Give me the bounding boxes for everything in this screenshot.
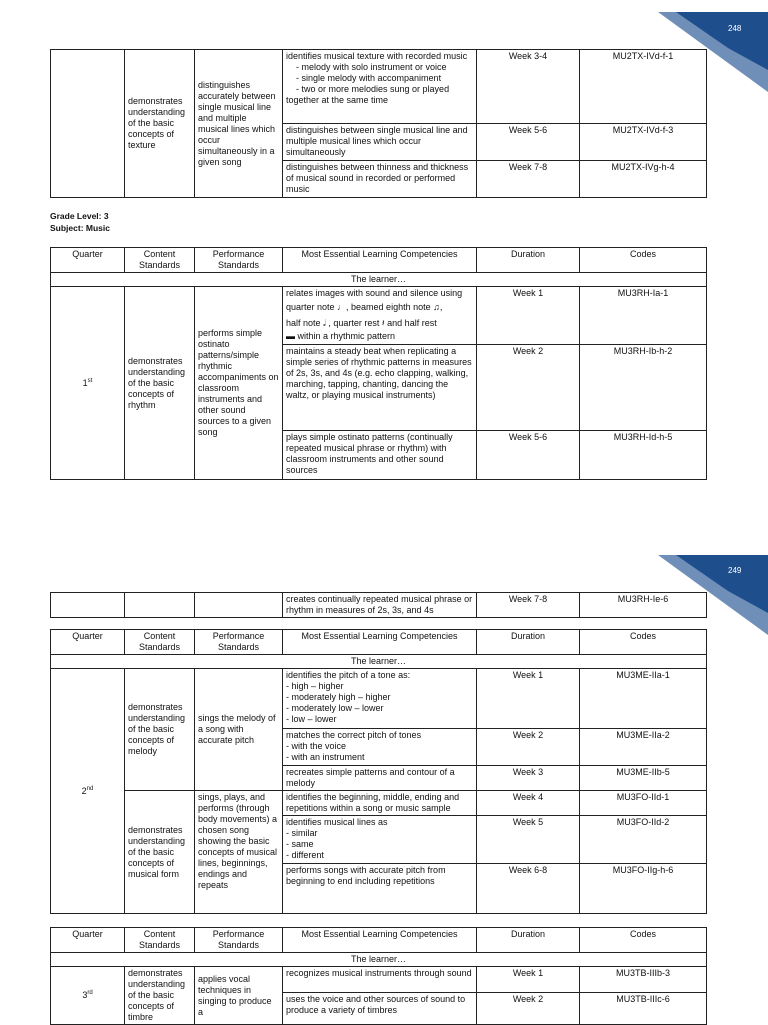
competency: maintains a steady beat when replicating a simple series of rhythmic patterns in measures of 2s, 3s, and 4s (e.g. echo clapping, walking, marching, tapping, chanting, dancing the waltz, or playing musical instruments) <box>283 345 477 431</box>
q2-table <box>50 629 707 914</box>
header-codes: Codes <box>580 630 707 655</box>
code: MU2TX-IVd-f-1 <box>580 50 707 124</box>
duration: Week 3-4 <box>477 50 580 124</box>
header-quarter: Quarter <box>51 248 125 273</box>
duration: Week 5 <box>477 816 580 864</box>
header-content: Content Standards <box>125 928 195 953</box>
q1-table <box>50 247 707 480</box>
learner-row: The learner… <box>51 273 707 287</box>
content-standard <box>125 593 195 618</box>
duration: Week 7-8 <box>477 593 580 618</box>
code: MU3ME-IIa-2 <box>580 729 707 766</box>
duration: Week 3 <box>477 766 580 791</box>
performance-standard: sings the melody of a song with accurate pitch <box>195 669 283 791</box>
header-performance: Performance Standards <box>195 630 283 655</box>
duration: Week 5-6 <box>477 431 580 480</box>
code: MU3TB-IIIc-6 <box>580 993 707 1025</box>
code: MU3RH-Ie-6 <box>580 593 707 618</box>
q3-table <box>50 927 707 1025</box>
performance-standard: distinguishes accurately between single musical line and multiple musical lines which occur simultaneously in a given song <box>195 50 283 198</box>
competency: identifies the pitch of a tone as: - high – higher - moderately high – higher - moderately low – lower - low – lower <box>283 669 477 729</box>
competency: recognizes musical instruments through sound <box>283 967 477 993</box>
competency: performs songs with accurate pitch from beginning to end including repetitions <box>283 864 477 914</box>
competency: matches the correct pitch of tones - with the voice - with an instrument <box>283 729 477 766</box>
code: MU3ME-IIb-5 <box>580 766 707 791</box>
quarter-cell <box>51 593 125 618</box>
header-competencies: Most Essential Learning Competencies <box>283 248 477 273</box>
competency: identifies the beginning, middle, ending and repetitions within a song or music sample <box>283 791 477 816</box>
performance-standard <box>195 593 283 618</box>
header-competencies: Most Essential Learning Competencies <box>283 928 477 953</box>
duration: Week 2 <box>477 729 580 766</box>
competency: distinguishes between thinness and thickness of musical sound in recorded or performed music <box>283 161 477 198</box>
competency: relates images with sound and silence using quarter note ♩, beamed eighth note ♫, half note 𝅗𝅥 , quarter rest 𝄽 and half rest ▬ within a rhythmic pattern <box>283 287 477 345</box>
code: MU3FO-IIg-h-6 <box>580 864 707 914</box>
content-standard: demonstrates understanding of the basic concepts of rhythm <box>125 287 195 480</box>
page-248 <box>0 0 768 512</box>
learner-row: The learner… <box>51 655 707 669</box>
grade-level: Grade Level: 3 <box>50 211 109 221</box>
code: MU3FO-IId-2 <box>580 816 707 864</box>
duration: Week 6-8 <box>477 864 580 914</box>
header-duration: Duration <box>477 630 580 655</box>
content-standard: demonstrates understanding of the basic concepts of timbre <box>125 967 195 1025</box>
header-codes: Codes <box>580 248 707 273</box>
code: MU3TB-IIIb-3 <box>580 967 707 993</box>
code: MU3RH-Ib-h-2 <box>580 345 707 431</box>
competency: distinguishes between single musical line and multiple musical lines which occur simultaneously <box>283 124 477 161</box>
page-number: 249 <box>728 566 742 575</box>
duration: Week 4 <box>477 791 580 816</box>
code: MU3FO-IId-1 <box>580 791 707 816</box>
header-performance: Performance Standards <box>195 248 283 273</box>
competency: uses the voice and other sources of sound to produce a variety of timbres <box>283 993 477 1025</box>
header-content: Content Standards <box>125 630 195 655</box>
code: MU3RH-Ia-1 <box>580 287 707 345</box>
header-codes: Codes <box>580 928 707 953</box>
competency: identifies musical texture with recorded music - melody with solo instrument or voice - single melody with accompaniment - two or more melodies sung or played together at the same time <box>283 50 477 124</box>
texture-table <box>50 49 707 198</box>
quarter-cell: 1st <box>51 287 125 480</box>
header-performance: Performance Standards <box>195 928 283 953</box>
subject: Subject: Music <box>50 223 110 233</box>
learner-row: The learner… <box>51 953 707 967</box>
header-competencies: Most Essential Learning Competencies <box>283 630 477 655</box>
duration: Week 1 <box>477 967 580 993</box>
performance-standard: applies vocal techniques in singing to produce a <box>195 967 283 1025</box>
quarter-cell: 2nd <box>51 669 125 914</box>
code: MU3RH-Id-h-5 <box>580 431 707 480</box>
content-standard: demonstrates understanding of the basic concepts of melody <box>125 669 195 791</box>
duration: Week 7-8 <box>477 161 580 198</box>
header-quarter: Quarter <box>51 928 125 953</box>
duration: Week 2 <box>477 345 580 431</box>
q1-continuation-table <box>50 592 707 618</box>
quarter-cell: 3rd <box>51 967 125 1025</box>
content-standard: demonstrates understanding of the basic concepts of musical form <box>125 791 195 914</box>
header-duration: Duration <box>477 248 580 273</box>
duration: Week 5-6 <box>477 124 580 161</box>
content-standard: demonstrates understanding of the basic concepts of texture <box>125 50 195 198</box>
competency: creates continually repeated musical phrase or rhythm in measures of 2s, 3s, and 4s <box>283 593 477 618</box>
code: MU3ME-IIa-1 <box>580 669 707 729</box>
page-249 <box>0 543 768 1024</box>
quarter-cell <box>51 50 125 198</box>
performance-standard: performs simple ostinato patterns/simple rhythmic accompaniments on classroom instruments and other sound sources to a given song <box>195 287 283 480</box>
duration: Week 1 <box>477 287 580 345</box>
code: MU2TX-IVd-f-3 <box>580 124 707 161</box>
header-quarter: Quarter <box>51 630 125 655</box>
competency: recreates simple patterns and contour of a melody <box>283 766 477 791</box>
competency: identifies musical lines as - similar - same - different <box>283 816 477 864</box>
code: MU2TX-IVg-h-4 <box>580 161 707 198</box>
page-number: 248 <box>728 24 742 33</box>
header-content: Content Standards <box>125 248 195 273</box>
duration: Week 1 <box>477 669 580 729</box>
header-duration: Duration <box>477 928 580 953</box>
duration: Week 2 <box>477 993 580 1025</box>
performance-standard: sings, plays, and performs (through body movements) a chosen song showing the basic concepts of musical lines, beginnings, endings and repeats <box>195 791 283 914</box>
competency: plays simple ostinato patterns (continually repeated musical phrase or rhythm) with classroom instruments and other sound sources <box>283 431 477 480</box>
